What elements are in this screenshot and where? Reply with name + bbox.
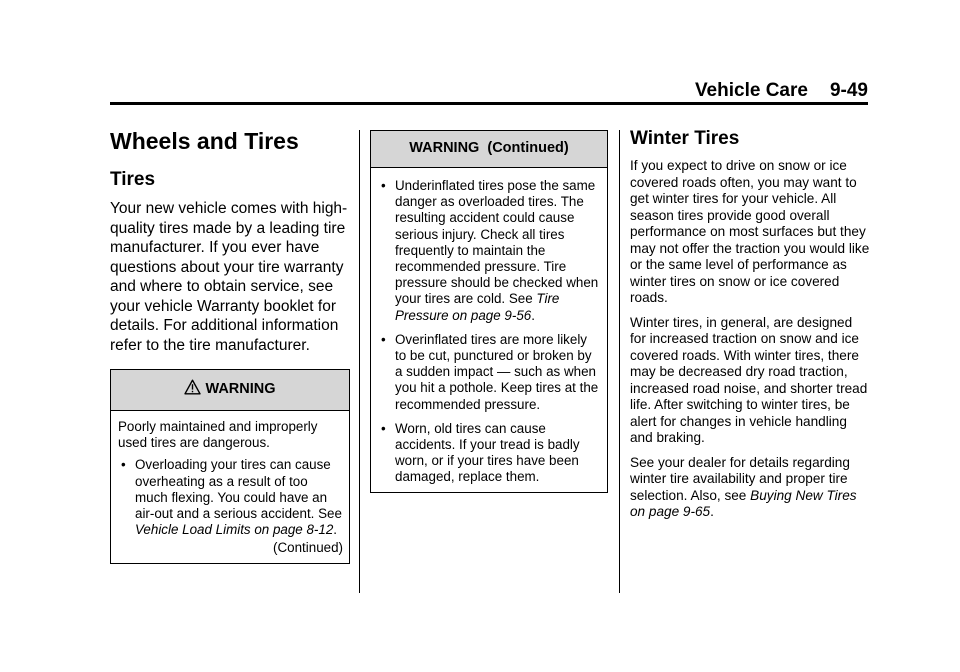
warning-heading: WARNING (205, 381, 276, 397)
column-1 (110, 118, 350, 564)
column-divider (359, 130, 360, 593)
paragraph: See your dealer for details regarding winter tire availability and proper tire selection. Also, see Buying New Tires on page 9-65. (630, 454, 857, 519)
cross-reference-link[interactable]: Vehicle Load Limits on page 8-12 (135, 522, 334, 538)
warning-list (118, 457, 343, 538)
warning-list (378, 178, 601, 486)
header-rule (110, 102, 868, 105)
section-heading: Winter Tires (630, 128, 740, 149)
warning-bullet: • Underinflated tires pose the same danger as overloaded tires. The resulting accident could cause serious injury. Check all tires frequently to maintain the recommended pressure. Tire pressure should be checked when your tires are cold. See Tire Pressure on page 9-56. (378, 178, 601, 324)
warning-header (111, 370, 349, 411)
warning-text: Poorly maintained and improperly used tires are dangerous. (118, 419, 318, 451)
paragraph: If you expect to drive on snow or ice covered roads often, you may want to get winter tires for your vehicle. All season tires provide good overall performance on most surfaces but they may not offer the traction you would like or the same level of performance as winter tires on snow or ice covered roads. (630, 158, 870, 305)
cross-reference-link[interactable]: Tire Pressure on page 9-56 (395, 291, 560, 323)
column-3 (630, 118, 870, 521)
warning-box-continued (370, 130, 608, 493)
warning-box (110, 369, 350, 564)
subsection-heading: Tires (110, 169, 156, 190)
column-2 (370, 118, 608, 493)
page-number: 9-49 (829, 80, 868, 101)
warning-triangle-icon (184, 379, 201, 399)
section-heading: Wheels and Tires (110, 128, 299, 154)
warning-header: WARNING (Continued) (371, 131, 607, 168)
paragraph: Winter tires, in general, are designed for increased traction on snow and ice covered roads. With winter tires, there may be decreased dry road traction, increased road noise, and shorter tread life. After switching to winter tires, be alert for changes in vehicle handling and braking. (630, 314, 868, 445)
warning-bullet: • Worn, old tires can cause accidents. If your tread is badly worn, or if your tires have been damaged, replace them. (378, 421, 601, 486)
warning-body (111, 411, 349, 563)
page-header (110, 80, 868, 102)
column-divider (619, 130, 620, 593)
warning-bullet: • Overinflated tires are more likely to be cut, punctured or broken by a sudden impact — such as when you hit a pothole. Keep tires at the recommended pressure. (378, 332, 601, 413)
intro-paragraph: Your new vehicle comes with high-quality tires made by a leading tire manufacturer. If you ever have questions about your tire warranty and where to obtain service, see your vehicle Warranty booklet for details. For additional information refer to the tire manufacturer. (110, 200, 348, 354)
section-title: Vehicle Care (694, 80, 808, 101)
warning-body (371, 168, 607, 492)
cross-reference-link[interactable]: Buying New Tires on page 9-65 (630, 487, 857, 519)
continued-label: (Continued) (273, 540, 343, 556)
warning-bullet: • Overloading your tires can cause overheating as a result of too much flexing. You could have an air-out and a serious accident. See Vehicle Load Limits on page 8-12. (118, 457, 343, 538)
